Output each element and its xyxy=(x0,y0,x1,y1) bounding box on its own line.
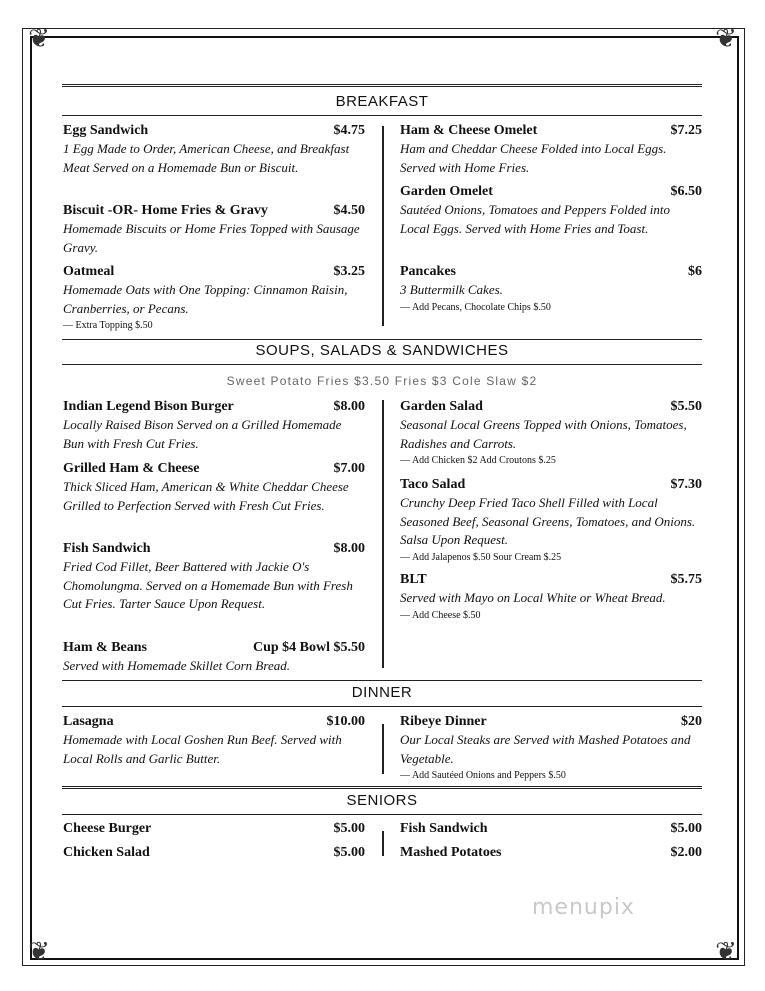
item-price: $7.25 xyxy=(670,123,702,138)
item-price: $5.50 xyxy=(670,399,702,414)
item-price: $8.00 xyxy=(333,541,365,556)
menu-item xyxy=(63,263,365,334)
section-divider xyxy=(62,115,702,116)
item-description: 3 Buttermilk Cakes. xyxy=(400,282,503,297)
item-name: Lasagna xyxy=(63,714,114,729)
item-price: $5.00 xyxy=(333,821,365,836)
item-description: Locally Raised Bison Served on a Grilled Homemade Bun with Fresh Cut Fries. xyxy=(63,417,342,451)
item-description: 1 Egg Made to Order, American Cheese, and Breakfast Meat Served on a Homemade Bun or Biscuit. xyxy=(63,141,350,175)
item-addon-note: — Add Pecans, Chocolate Chips $.50 xyxy=(400,301,551,313)
item-price: $6.50 xyxy=(670,184,702,199)
menu-item xyxy=(63,844,365,862)
item-price: $5.00 xyxy=(333,845,365,860)
corner-flourish-icon: ❦ xyxy=(715,937,737,966)
item-description: Homemade Biscuits or Home Fries Topped with Sausage Gravy. xyxy=(63,221,360,255)
item-name: Chicken Salad xyxy=(63,845,150,860)
menu-item xyxy=(63,540,365,614)
menu-item xyxy=(400,263,702,316)
menu-item xyxy=(63,820,365,838)
section-divider xyxy=(62,680,702,681)
item-name: Ribeye Dinner xyxy=(400,714,487,729)
item-description: Served with Homemade Skillet Corn Bread. xyxy=(63,658,290,673)
item-price: $8.00 xyxy=(333,399,365,414)
item-price: Cup $4 Bowl $5.50 xyxy=(252,640,365,655)
column-divider xyxy=(382,400,384,668)
item-price: $10.00 xyxy=(326,714,365,729)
watermark: menupix xyxy=(532,895,635,920)
item-name: Ham & Beans xyxy=(63,640,147,655)
section-title-breakfast: BREAKFAST xyxy=(335,93,429,110)
item-addon-note: — Add Cheese $.50 xyxy=(400,609,481,621)
sides-price-line: Sweet Potato Fries $3.50 Fries $3 Cole Slaw $2 xyxy=(226,374,538,388)
item-price: $7.00 xyxy=(333,461,365,476)
section-divider xyxy=(62,786,702,789)
menu-item xyxy=(63,713,365,768)
item-name: Mashed Potatoes xyxy=(400,845,502,860)
menu-item xyxy=(63,460,365,515)
item-name: Fish Sandwich xyxy=(400,821,488,836)
item-addon-note: — Add Sautéed Onions and Peppers $.50 xyxy=(400,770,566,781)
item-price: $3.25 xyxy=(333,264,365,279)
item-name: Garden Omelet xyxy=(400,184,493,199)
section-divider xyxy=(62,339,702,340)
item-description: Thick Sliced Ham, American & White Cheddar Cheese Grilled to Perfection Served with Fresh Cut Fries. xyxy=(63,479,349,513)
item-price: $6 xyxy=(688,264,702,279)
item-name: Ham & Cheese Omelet xyxy=(400,123,538,138)
corner-flourish-icon: ❦ xyxy=(28,937,50,966)
section-divider xyxy=(62,364,702,365)
item-description: Served with Mayo on Local White or Wheat Bread. xyxy=(400,590,666,605)
item-name: Garden Salad xyxy=(400,399,483,414)
column-divider xyxy=(382,126,384,326)
item-price: $5.75 xyxy=(670,572,702,587)
column-divider xyxy=(382,831,384,856)
menu-item xyxy=(400,820,702,838)
item-description: Homemade Oats with One Topping: Cinnamon Raisin, Cranberries, or Pecans. xyxy=(63,282,348,316)
section-divider xyxy=(62,814,702,815)
item-name: Indian Legend Bison Burger xyxy=(63,399,234,414)
item-description: Ham and Cheddar Cheese Folded into Local Eggs. Served with Home Fries. xyxy=(400,141,667,175)
item-price: $2.00 xyxy=(670,845,702,860)
item-addon-note: — Add Jalapenos $.50 Sour Cream $.25 xyxy=(400,551,562,563)
section-title-seniors: SENIORS xyxy=(346,792,418,809)
item-addon-note: — Add Chicken $2 Add Croutons $.25 xyxy=(400,455,556,466)
menu-item xyxy=(63,202,365,257)
item-name: Grilled Ham & Cheese xyxy=(63,461,200,476)
item-price: $4.50 xyxy=(333,203,365,218)
item-name: Oatmeal xyxy=(63,264,115,279)
item-name: Biscuit -OR- Home Fries & Gravy xyxy=(63,203,268,218)
item-addon-note: — Extra Topping $.50 xyxy=(63,320,153,331)
section-divider xyxy=(62,84,702,87)
item-name: BLT xyxy=(400,572,427,587)
item-description: Crunchy Deep Fried Taco Shell Filled with Local Seasoned Beef, Seasonal Greens, Tomatoes, and Onions. Salsa Upon Request. xyxy=(400,495,696,547)
menu-item xyxy=(400,183,702,238)
item-description: Sautéed Onions, Tomatoes and Peppers Folded into Local Eggs. Served with Home Fries and Toast. xyxy=(400,202,670,236)
corner-flourish-icon: ❦ xyxy=(28,24,50,53)
item-name: Taco Salad xyxy=(400,477,466,492)
item-description: Seasonal Local Greens Topped with Onions, Tomatoes, Radishes and Carrots. xyxy=(400,417,687,451)
menu-item xyxy=(400,476,702,566)
item-description: Homemade with Local Goshen Run Beef. Served with Local Rolls and Garlic Butter. xyxy=(63,732,342,766)
item-price: $20 xyxy=(681,714,702,729)
column-divider xyxy=(382,724,384,774)
menu-item xyxy=(400,571,702,624)
menu-item xyxy=(400,398,702,469)
menu-item xyxy=(63,398,365,453)
item-name: Fish Sandwich xyxy=(63,541,151,556)
menu-item xyxy=(63,639,365,676)
item-price: $5.00 xyxy=(670,821,702,836)
item-description: Fried Cod Fillet, Beer Battered with Jackie O's Chomolungma. Served on a Homemade Bun with Fresh Cut Fries. Tarter Sauce Upon Request. xyxy=(63,559,353,611)
section-divider xyxy=(62,706,702,707)
item-name: Cheese Burger xyxy=(63,821,152,836)
section-title-dinner: DINNER xyxy=(351,684,413,701)
menu-item xyxy=(63,122,365,177)
item-price: $4.75 xyxy=(333,123,365,138)
menu-item xyxy=(400,713,702,784)
menu-item xyxy=(400,844,702,862)
section-title-soups: SOUPS, SALADS & SANDWICHES xyxy=(255,342,509,359)
menu-item xyxy=(400,122,702,177)
item-name: Egg Sandwich xyxy=(63,123,149,138)
item-name: Pancakes xyxy=(400,264,456,279)
corner-flourish-icon: ❦ xyxy=(715,24,737,53)
item-description: Our Local Steaks are Served with Mashed Potatoes and Vegetable. xyxy=(400,732,691,766)
item-price: $7.30 xyxy=(670,477,702,492)
